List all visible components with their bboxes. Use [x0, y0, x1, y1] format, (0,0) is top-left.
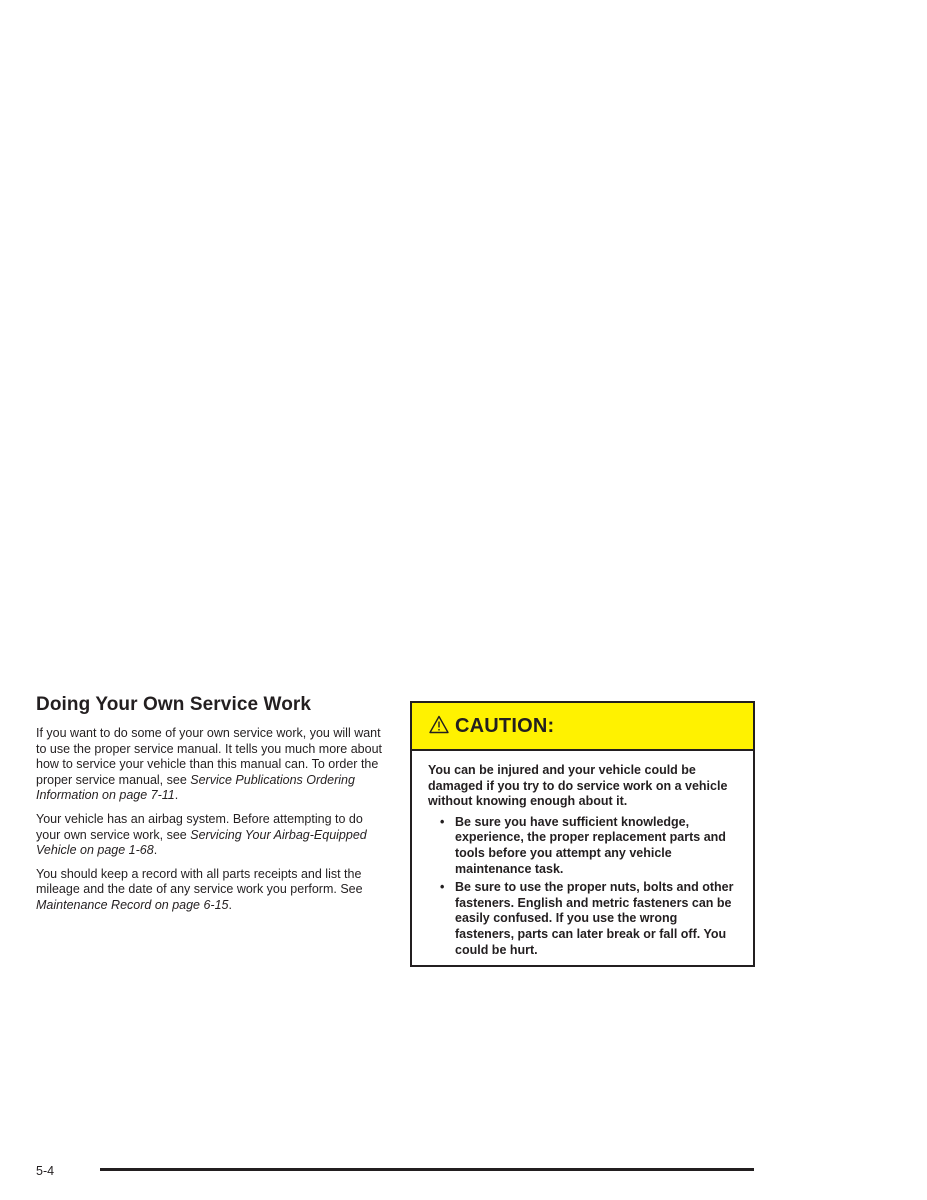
cross-reference: Service Publications Ordering Information on page 7-11 [36, 772, 355, 803]
caution-body [412, 751, 753, 958]
paragraph-text: . [174, 788, 179, 803]
caution-bullet-item [428, 815, 739, 877]
caution-title: CAUTION: [455, 714, 555, 737]
paragraph-text: If you want to do some of your own service work, you will want to use the proper service manual. It tells you much more about how to service your vehicle than this manual can. To order the proper service manual, see [36, 726, 383, 787]
paragraph-text: . [153, 843, 158, 858]
paragraph-record [36, 867, 388, 914]
paragraph-text: Your vehicle has an airbag system. Before attempting to do your own service work, see [36, 811, 363, 842]
left-column [36, 693, 388, 922]
caution-box [410, 701, 755, 967]
caution-bullet-item [428, 880, 739, 958]
caution-bullet-text: Be sure you have sufficient knowledge, experience, the proper replacement parts and tools before you attempt any vehicle maintenance task. [455, 814, 726, 876]
caution-header [412, 703, 753, 751]
warning-triangle-icon [429, 715, 449, 734]
paragraph-service-manual [36, 726, 388, 804]
cross-reference: Servicing Your Airbag-Equipped Vehicle on page 1-68 [36, 827, 367, 858]
footer-rule [100, 1168, 754, 1171]
section-heading: Doing Your Own Service Work [36, 694, 312, 715]
caution-intro: You can be injured and your vehicle could be damaged if you try to do service work on a vehicle without knowing enough about it. [428, 763, 728, 809]
paragraph-text: You should keep a record with all parts receipts and list the mileage and the date of any service work you perform. See [36, 866, 363, 897]
cross-reference: Maintenance Record on page 6-15 [36, 897, 229, 912]
paragraph-text: . [228, 897, 232, 912]
caution-list [428, 815, 739, 958]
paragraph-airbag [36, 812, 388, 859]
bullet-symbol: • [440, 880, 445, 895]
caution-bullet-text: Be sure to use the proper nuts, bolts and other fasteners. English and metric fasteners can be easily confused. If you use the wrong fasteners, parts can later break or fall off. You could be hurt. [455, 880, 734, 957]
page-number: 5-4 [36, 1164, 55, 1178]
bullet-symbol: • [440, 814, 445, 829]
